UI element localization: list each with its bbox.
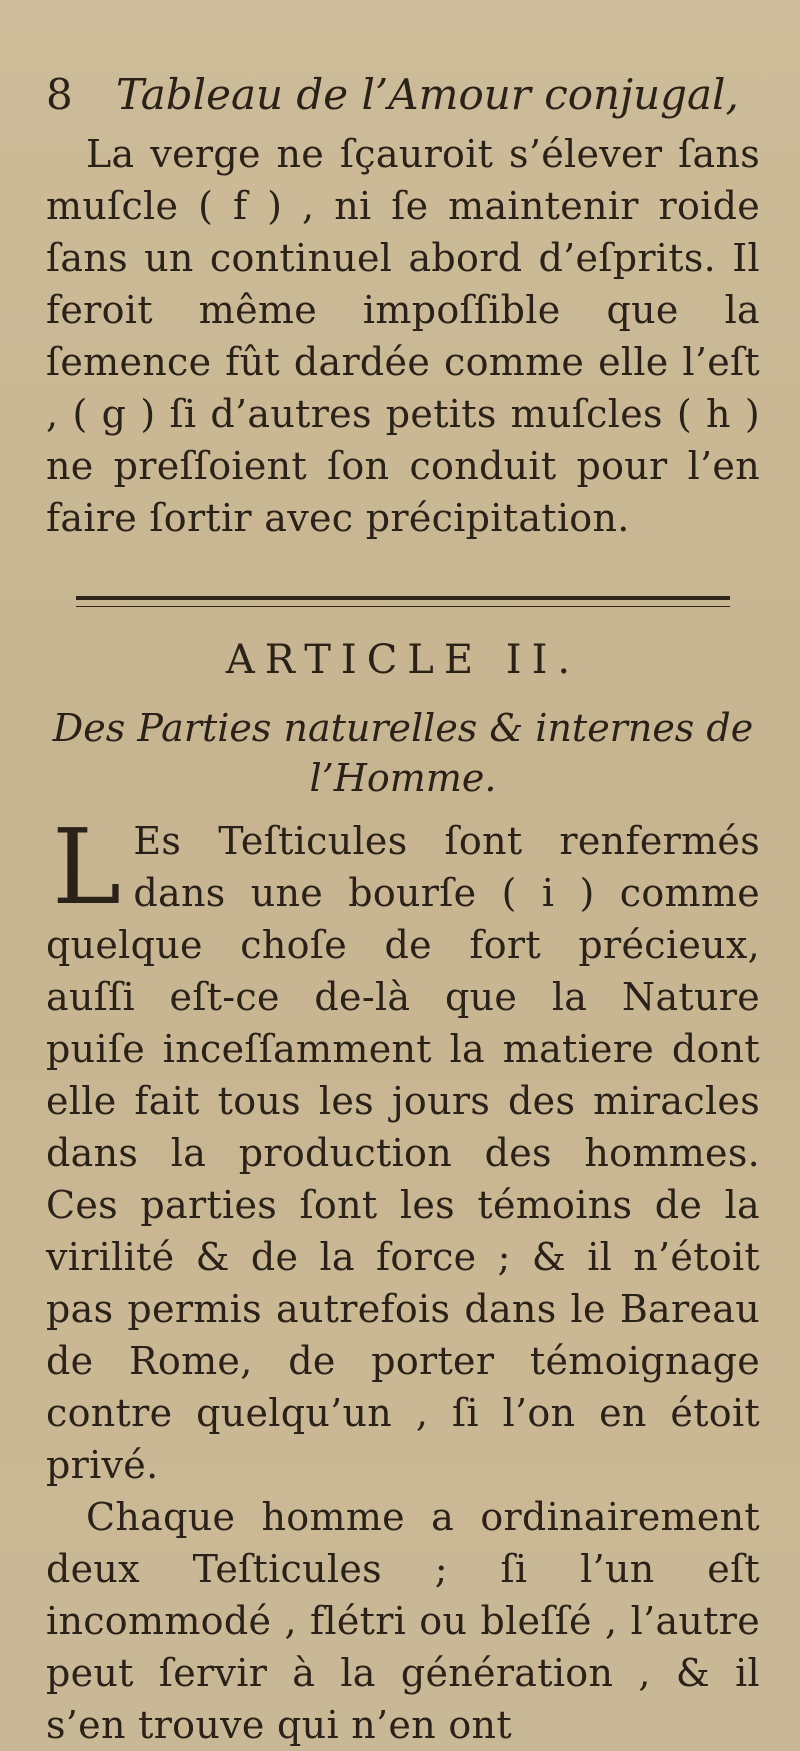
section-divider [76,596,730,607]
page-header [46,70,760,128]
article-heading: ARTICLE II. [225,637,581,683]
running-title: Tableau de l’Amour conjugal, [116,70,739,119]
article-subtitle: Des Parties naturelles & internes de l’Homme. [52,706,754,800]
page-number: 8 [46,70,73,119]
article-first-paragraph [46,806,760,1491]
drop-cap: L [52,806,122,928]
intro-paragraph: La verge ne ſçauroit s’élever ſans muſcle ( f ) , ni ſe maintenir roide ſans un continuel abord d’eſprits. Il feroit même impoſſible que la ſemence fût dardée comme elle l’eſt , ( g ) ſi d’autres petits muſcles ( h ) ne preſſoient ſon conduit pour l’en faire ſortir avec précipitation. [46,132,760,540]
divider-thick-rule [76,596,730,600]
article-second-paragraph: Chaque homme a ordinairement deux Teſticules ; ſi l’un eſt incommodé , flétri ou bleſſé , l’autre peut ſervir à la génération , & il s’en trouve qui n’en ont [46,1495,760,1747]
divider-thin-rule [76,606,730,607]
first-paragraph-text: Es Teſticules ſont renfermés dans une bourſe ( i ) comme quelque choſe de fort précieux, auſſi eſt-ce de-là que la Nature puiſe inceſſamment la matiere dont elle fait tous les jours des miracles dans la production des hommes. Ces parties ſont les témoins de la virilité & de la force ; & il n’étoit pas permis autrefois dans le Bareau de Rome, de porter témoignage contre quelqu’un , ſi l’on en étoit privé. [46,819,760,1487]
